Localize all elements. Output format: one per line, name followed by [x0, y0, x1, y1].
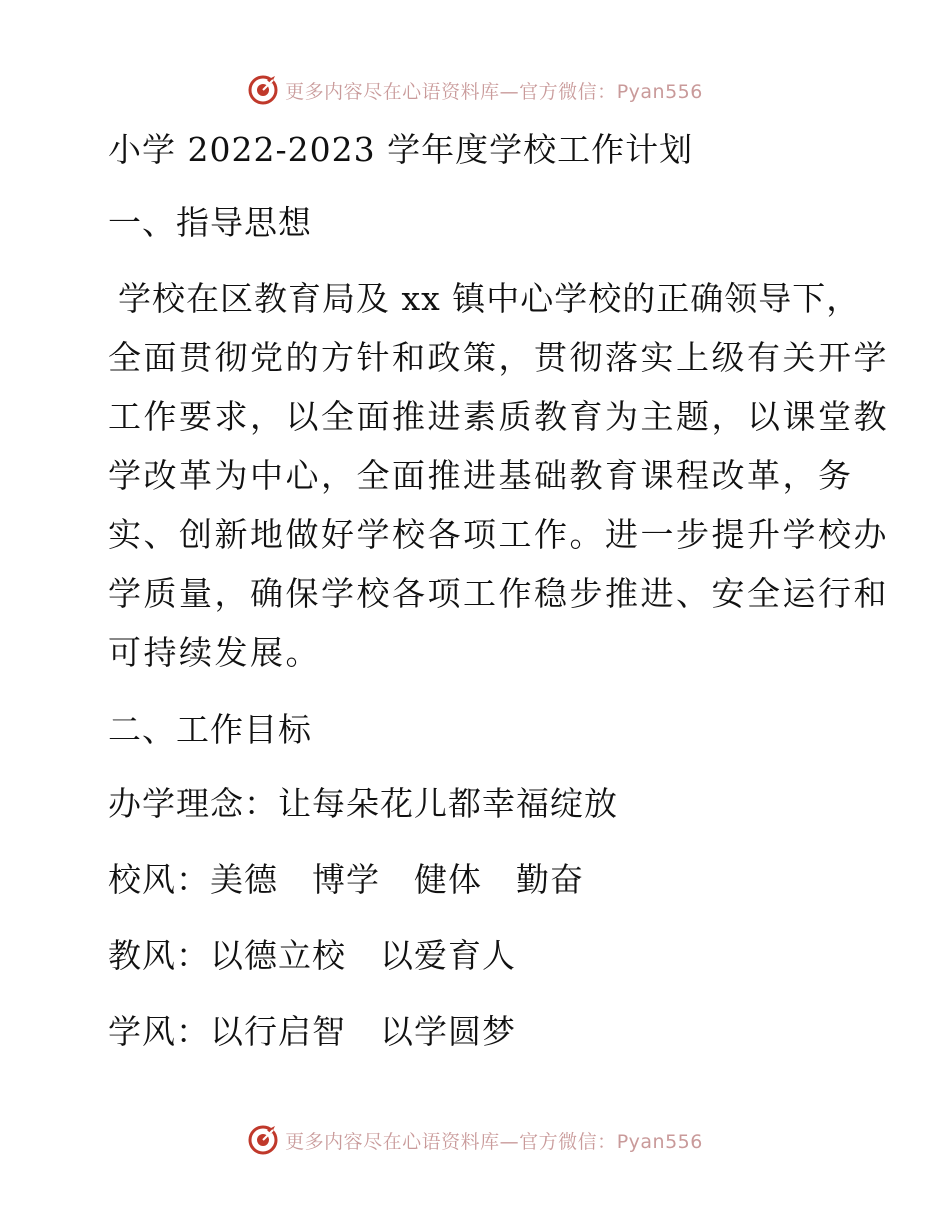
motto-item: 勤奋 [516, 860, 584, 899]
paragraph-line: 可持续发展。 [108, 633, 321, 672]
school-spirit [98, 848, 858, 912]
school-philosophy [98, 772, 858, 836]
paragraph-line: 学质量，确保学校各项工作稳步推进、安全运行和 [108, 574, 889, 613]
brand-logo-icon [247, 74, 279, 106]
study-spirit [98, 1000, 858, 1064]
motto-item: 以爱育人 [380, 936, 516, 975]
motto-item: 博学 [312, 860, 380, 899]
footer-watermark [0, 1120, 950, 1160]
motto-item: 健体 [414, 860, 482, 899]
header-watermark [0, 70, 950, 110]
motto-item: 美德 [210, 860, 278, 899]
watermark-text: 更多内容尽在心语资料库—官方微信：Pyan556 [285, 1130, 703, 1153]
motto-item: 以德立校 [210, 936, 346, 975]
paragraph-line: 实、创新地做好学校各项工作。进一步提升学校办 [108, 515, 889, 554]
document-body [98, 120, 889, 1064]
document-title: 小学 2022-2023 学年度学校工作计划 [108, 130, 694, 169]
motto-item: 以学圆梦 [380, 1012, 516, 1051]
brand-logo-icon [247, 1124, 279, 1156]
paragraph-line: 学改革为中心，全面推进基础教育课程改革，务 [108, 456, 854, 495]
philosophy-label: 办学理念： [108, 784, 278, 823]
paragraph-line: 全面贯彻党的方针和政策，贯彻落实上级有关开学 [108, 338, 889, 377]
watermark-text: 更多内容尽在心语资料库—官方微信：Pyan556 [285, 80, 703, 103]
teaching-spirit [98, 924, 858, 988]
study-spirit-label: 学风： [108, 1012, 210, 1051]
school-spirit-label: 校风： [108, 860, 210, 899]
section-heading-work-goals: 二、工作目标 [108, 710, 312, 749]
teaching-spirit-label: 教风： [108, 936, 210, 975]
section-heading-guiding-ideology: 一、指导思想 [108, 203, 312, 242]
guiding-ideology-paragraph [98, 269, 889, 682]
paragraph-line: 工作要求，以全面推进素质教育为主题，以课堂教 [108, 397, 889, 436]
philosophy-value: 让每朵花儿都幸福绽放 [278, 784, 618, 823]
motto-item: 以行启智 [210, 1012, 346, 1051]
paragraph-line: 学校在区教育局及 xx 镇中心学校的正确领导下， [118, 279, 861, 318]
